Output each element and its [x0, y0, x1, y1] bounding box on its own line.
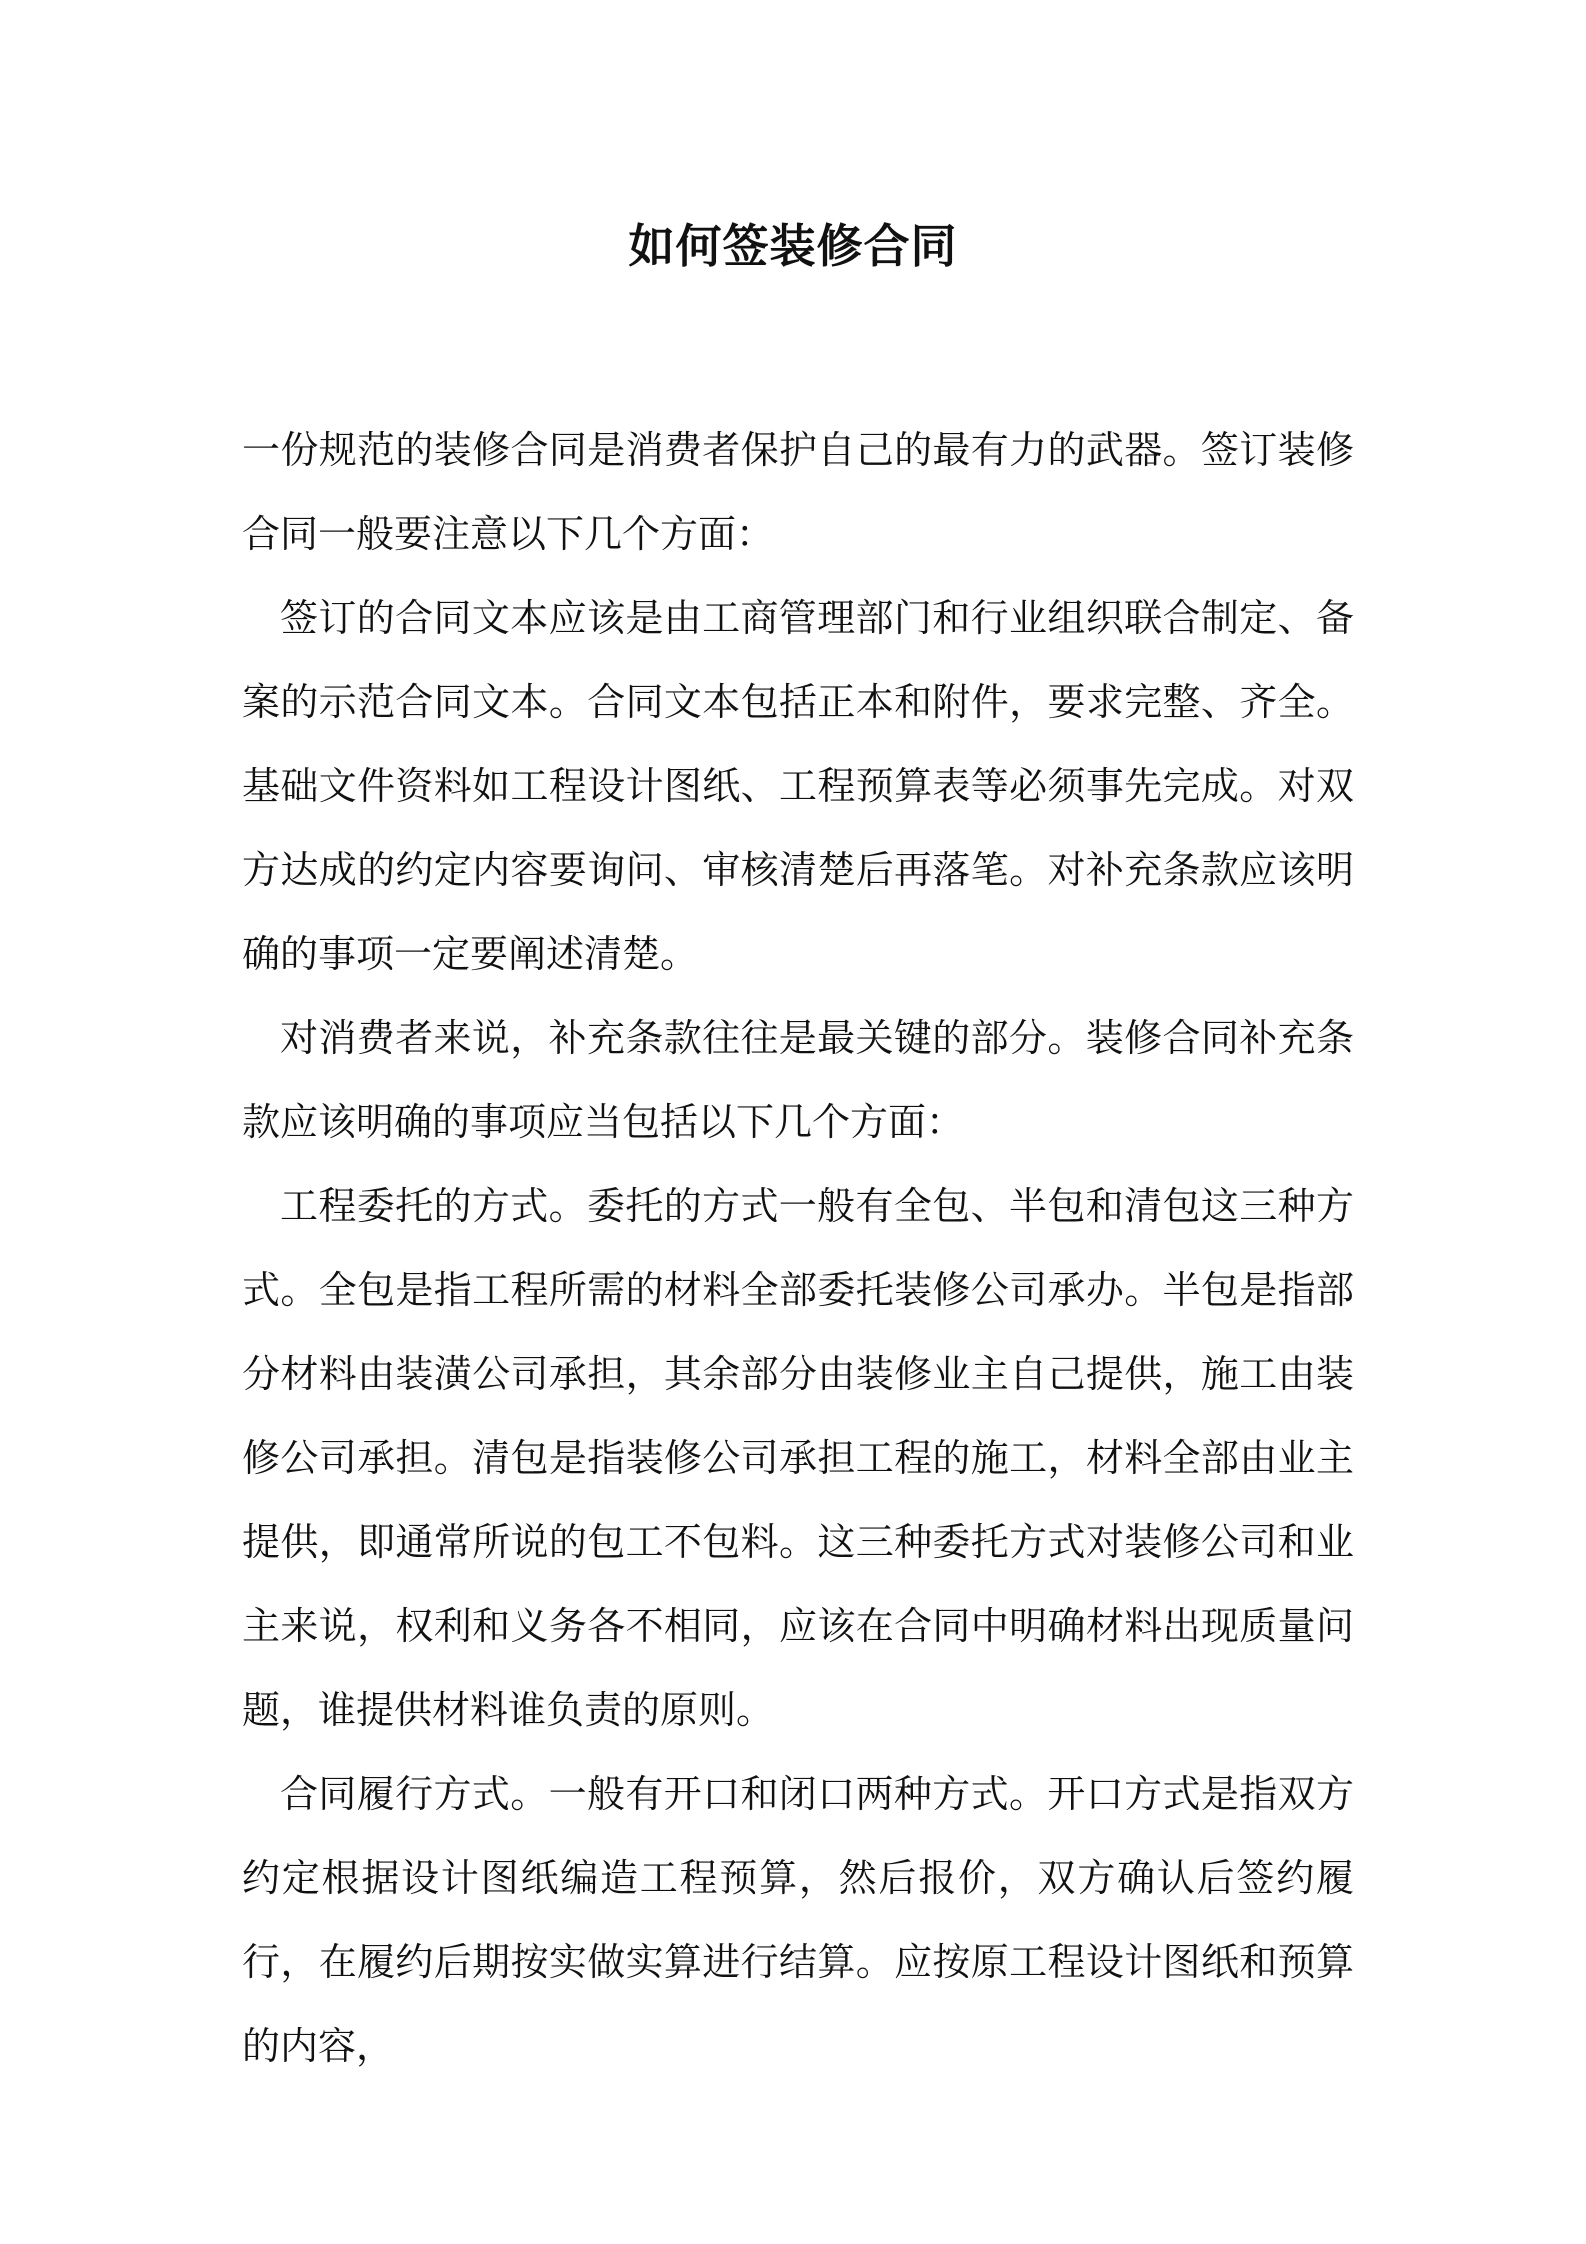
paragraph-contract-text: 签订的合同文本应该是由工商管理部门和行业组织联合制定、备案的示范合同文本。合同文本包括正本和附件，要求完整、齐全。基础文件资料如工程设计图纸、工程预算表等必须事先完成。对双方达成的约定内容要询问、审核清楚后再落笔。对补充条款应该明确的事项一定要阐述清楚。 — [242, 596, 1354, 976]
document-title: 如何签装修合同 — [628, 219, 958, 273]
document-body — [242, 408, 1354, 2088]
paragraph-supplementary-terms: 对消费者来说，补充条款往往是最关键的部分。装修合同补充条款应该明确的事项应当包括以下几个方面： — [242, 1016, 1354, 1144]
paragraph-commission-method: 工程委托的方式。委托的方式一般有全包、半包和清包这三种方式。全包是指工程所需的材料全部委托装修公司承办。半包是指部分材料由装潢公司承担，其余部分由装修业主自己提供，施工由装修公司承担。清包是指装修公司承担工程的施工，材料全部由业主提供，即通常所说的包工不包料。这三种委托方式对装修公司和业主来说，权利和义务各不相同，应该在合同中明确材料出现质量问题，谁提供材料谁负责的原则。 — [242, 1184, 1354, 1732]
paragraph-performance-method: 合同履行方式。一般有开口和闭口两种方式。开口方式是指双方约定根据设计图纸编造工程预算，然后报价，双方确认后签约履行，在履约后期按实做实算进行结算。应按原工程设计图纸和预算的内容， — [242, 1772, 1354, 2068]
paragraph-intro: 一份规范的装修合同是消费者保护自己的最有力的武器。签订装修合同一般要注意以下几个方面： — [242, 428, 1354, 556]
